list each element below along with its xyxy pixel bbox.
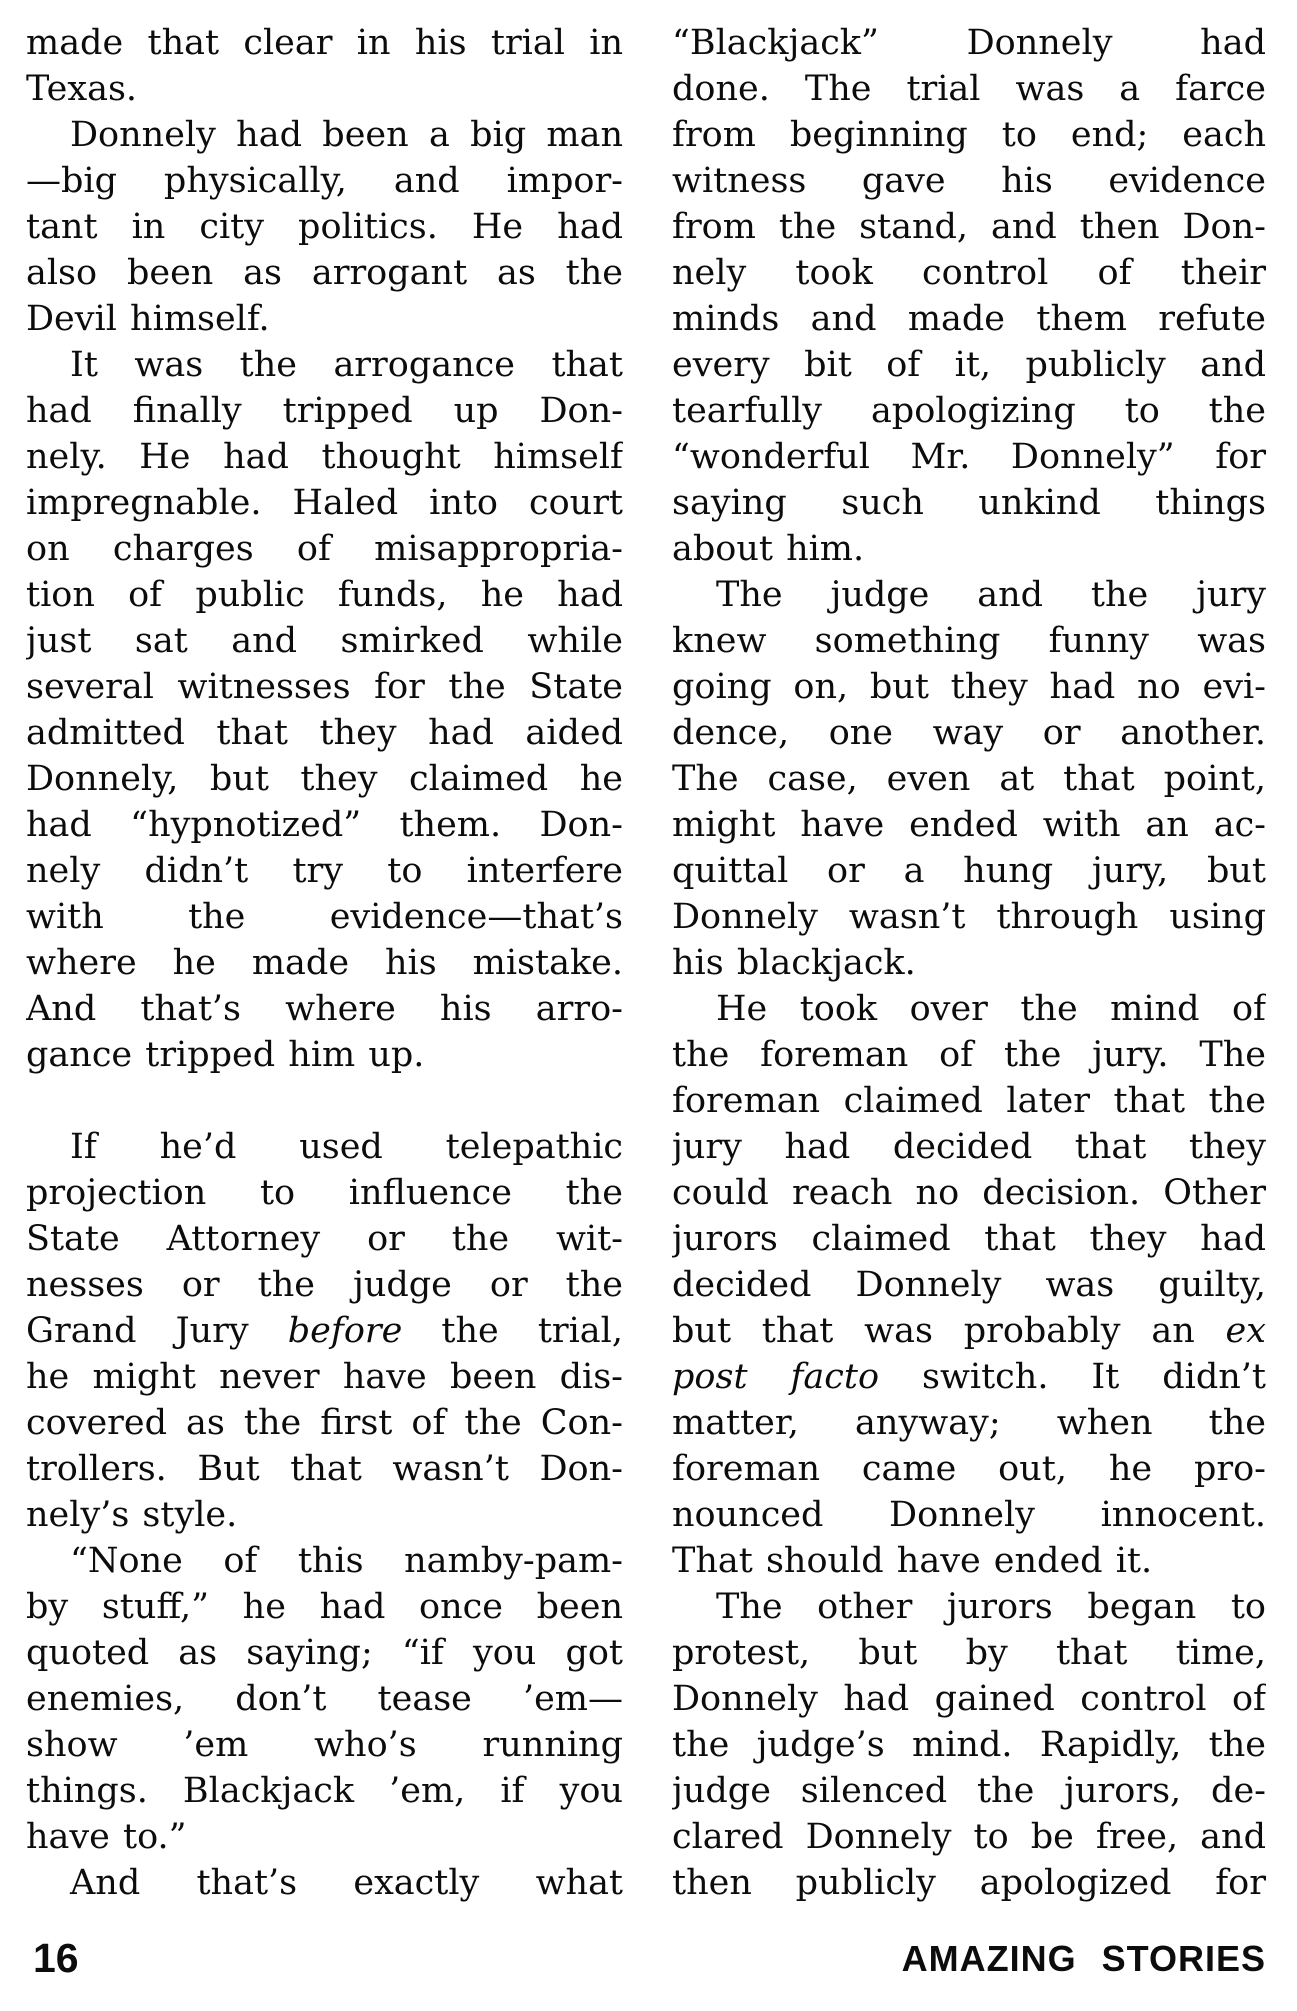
text-line: protest, but by that time, [672, 1633, 1266, 1673]
text-line: his blackjack. [672, 943, 916, 983]
text-line: might have ended with an ac- [672, 805, 1266, 845]
text-line: nely didn’t try to interfere [26, 851, 623, 891]
text-line: quittal or a hung jury, but [672, 851, 1266, 891]
text-line: And that’s where his arro- [26, 989, 623, 1029]
text-line: The judge and the jury [716, 575, 1266, 615]
text-column-left [26, 20, 623, 1906]
text-line: tion of public funds, he had [26, 575, 623, 615]
page-number: 16 [33, 1935, 79, 1981]
text-line: decided Donnely was guilty, [672, 1265, 1266, 1305]
text-line: The other jurors began to [716, 1587, 1266, 1627]
text-line: clared Donnely to be free, and [672, 1817, 1266, 1857]
paragraph-break [26, 1078, 623, 1124]
text-line: tearfully apologizing to the [672, 391, 1266, 431]
text-line: about him. [672, 529, 865, 569]
text-line: the judge’s mind. Rapidly, the [672, 1725, 1266, 1765]
text-line: gance tripped him up. [26, 1035, 425, 1075]
text-line: knew something funny was [672, 621, 1266, 661]
text-line: “wonderful Mr. Donnely” for [672, 437, 1266, 477]
text-line: nely. He had thought himself [26, 437, 623, 477]
text-line: judge silenced the jurors, de- [672, 1771, 1266, 1811]
text-line: And that’s exactly what [70, 1863, 623, 1903]
text-line: admitted that they had aided [26, 713, 623, 753]
text-line: jury had decided that they [672, 1127, 1266, 1167]
text-line: made that clear in his trial in [26, 23, 623, 63]
text-line: also been as arrogant as the [26, 253, 623, 293]
text-line: The case, even at that point, [672, 759, 1266, 799]
text-line: impregnable. Haled into court [26, 483, 623, 523]
text-line: have to.” [26, 1817, 187, 1857]
text-line: foreman claimed later that the [672, 1081, 1266, 1121]
text-line: just sat and smirked while [26, 621, 623, 661]
text-line: Donnely had gained control of [672, 1679, 1266, 1719]
text-line: every bit of it, publicly and [672, 345, 1266, 385]
text-line: It was the arrogance that [70, 345, 623, 385]
text-line: several witnesses for the State [26, 667, 623, 707]
text-line: If he’d used telepathic [70, 1127, 623, 1167]
text-line: That should have ended it. [672, 1541, 1153, 1581]
text-line: could reach no decision. Other [672, 1173, 1266, 1213]
text-column-right [672, 20, 1266, 1906]
text-line: by stuff,” he had once been [26, 1587, 623, 1627]
text-line: quoted as saying; “if you got [26, 1633, 623, 1673]
text-line: dence, one way or another. [672, 713, 1266, 753]
magazine-title: AMAZING STORIES [901, 1938, 1266, 1979]
text-line: trollers. But that wasn’t Don- [26, 1449, 623, 1489]
text-line: post facto switch. It didn’t [672, 1357, 1266, 1397]
text-line: nely took control of their [672, 253, 1266, 293]
text-line: enemies, don’t tease ’em— [26, 1679, 623, 1719]
text-line: minds and made them refute [672, 299, 1266, 339]
text-line: done. The trial was a farce [672, 69, 1266, 109]
text-line: “Blackjack” Donnely had [672, 23, 1266, 63]
text-line: Texas. [26, 69, 138, 109]
text-line: witness gave his evidence [672, 161, 1266, 201]
text-line: covered as the first of the Con- [26, 1403, 623, 1443]
text-line: had “hypnotized” them. Don- [26, 805, 623, 845]
text-line: nely’s style. [26, 1495, 238, 1535]
text-line: show ’em who’s running [26, 1725, 623, 1765]
text-line: He took over the mind of [716, 989, 1266, 1029]
text-line: nesses or the judge or the [26, 1265, 623, 1305]
text-line: things. Blackjack ’em, if you [26, 1771, 623, 1811]
text-line: Donnely had been a big man [70, 115, 623, 155]
text-line: saying such unkind things [672, 483, 1266, 523]
text-line: from the stand, and then Don- [672, 207, 1266, 247]
text-line: where he made his mistake. [26, 943, 623, 983]
text-line: had finally tripped up Don- [26, 391, 623, 431]
text-line: State Attorney or the wit- [26, 1219, 623, 1259]
text-line: the foreman of the jury. The [672, 1035, 1266, 1075]
text-line: he might never have been dis- [26, 1357, 623, 1397]
text-line: Devil himself. [26, 299, 270, 339]
text-line: foreman came out, he pro- [672, 1449, 1266, 1489]
text-line: but that was probably an ex [672, 1311, 1266, 1351]
text-line: Donnely wasn’t through using [672, 897, 1266, 937]
text-line: on charges of misappropria- [26, 529, 623, 569]
text-line: nounced Donnely innocent. [672, 1495, 1266, 1535]
text-line: “None of this namby-pam- [70, 1541, 623, 1581]
text-line: then publicly apologized for [672, 1863, 1266, 1903]
text-line: matter, anyway; when the [672, 1403, 1266, 1443]
text-line: Grand Jury before the trial, [26, 1311, 623, 1351]
text-line: —big physically, and impor- [26, 161, 623, 201]
text-line: jurors claimed that they had [672, 1219, 1266, 1259]
text-line: from beginning to end; each [672, 115, 1266, 155]
text-line: with the evidence—that’s [26, 897, 623, 937]
text-line: going on, but they had no evi- [672, 667, 1266, 707]
text-line: Donnely, but they claimed he [26, 759, 623, 799]
text-line: projection to influence the [26, 1173, 623, 1213]
text-line: tant in city politics. He had [26, 207, 623, 247]
